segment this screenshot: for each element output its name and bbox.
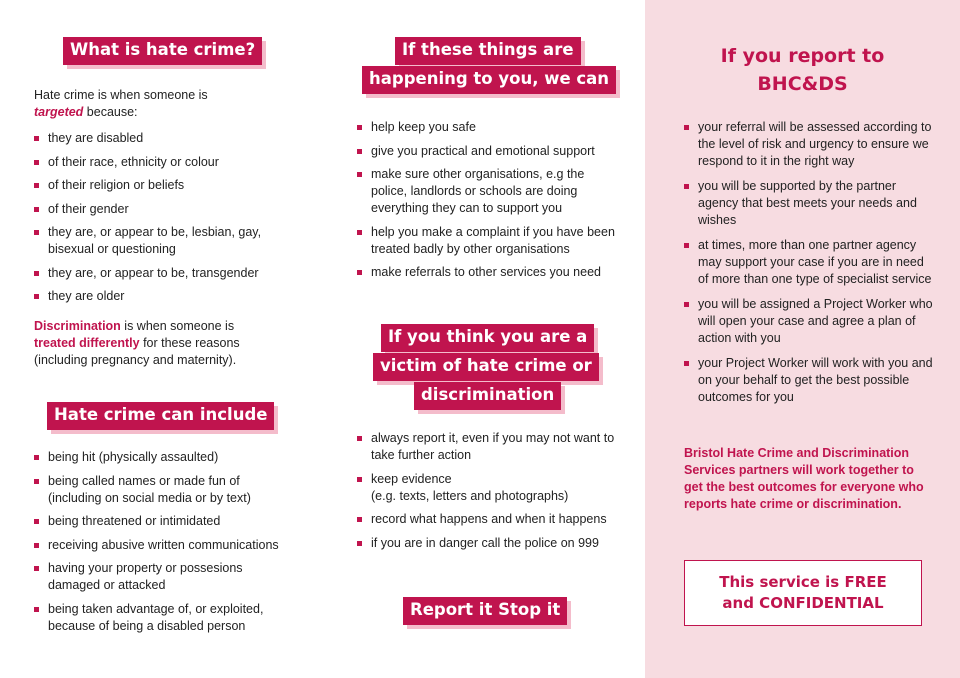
bullet-square-icon: [684, 302, 689, 307]
list-item: they are older: [34, 288, 274, 305]
list-item: help keep you safe: [357, 119, 619, 136]
free-line1: This service is FREE: [719, 573, 887, 591]
if-these-things-heading-line1: If these things are: [395, 37, 581, 65]
list-item: at times, more than one partner agency may support your case if you are in need of more than one type of specialist service: [684, 237, 934, 288]
hate-crime-definition: [34, 87, 264, 121]
victim-advice-list: [357, 430, 619, 558]
bullet-square-icon: [357, 436, 362, 441]
victim-heading-line3: discrimination: [414, 382, 561, 410]
list-item: receiving abusive written communications: [34, 537, 294, 554]
list-item: being called names or made fun of (including on social media or by text): [34, 473, 294, 507]
list-item: record what happens and when it happens: [357, 511, 619, 528]
reasons-list: [34, 130, 274, 312]
bullet-square-icon: [684, 361, 689, 366]
bullet-square-icon: [357, 541, 362, 546]
help-list: [357, 119, 619, 288]
list-item: your referral will be assessed according to the level of risk and urgency to ensure we respond to it in the right way: [684, 119, 934, 170]
bullet-square-icon: [684, 243, 689, 248]
list-item: you will be assigned a Project Worker who will open your case and agree a plan of action with you: [684, 296, 934, 347]
bullet-square-icon: [357, 270, 362, 275]
list-item: if you are in danger call the police on 999: [357, 535, 619, 552]
bullet-square-icon: [34, 183, 39, 188]
list-item: make referrals to other services you need: [357, 264, 619, 281]
treated-differently-emphasis: treated differently: [34, 336, 140, 350]
list-item: your Project Worker will work with you and on your behalf to get the best possible outcomes for you: [684, 355, 934, 406]
title-line1: If you report to: [720, 45, 885, 67]
bullet-square-icon: [34, 479, 39, 484]
report-it-stop-it-slogan: Report it Stop it: [403, 597, 567, 625]
bullet-square-icon: [357, 477, 362, 482]
victim-heading-line1: If you think you are a: [381, 324, 594, 352]
list-item: of their race, ethnicity or colour: [34, 154, 274, 171]
bullet-square-icon: [357, 125, 362, 130]
partners-statement: Bristol Hate Crime and Discrimination Services partners will work together to get the best outcomes for everyone who reports hate crime or discrimination.: [684, 446, 924, 511]
list-item: always report it, even if you may not want to take further action: [357, 430, 619, 464]
list-item: they are disabled: [34, 130, 274, 147]
discrimination-tail: for these reasons (including pregnancy and maternity).: [34, 336, 240, 367]
list-item: being hit (physically assaulted): [34, 449, 294, 466]
examples-list: [34, 449, 294, 641]
list-item: being threatened or intimidated: [34, 513, 294, 530]
discrimination-term: Discrimination: [34, 319, 121, 333]
bullet-square-icon: [357, 517, 362, 522]
bullet-square-icon: [357, 149, 362, 154]
bullet-square-icon: [684, 125, 689, 130]
bullet-square-icon: [34, 519, 39, 524]
list-item: keep evidence (e.g. texts, letters and photographs): [357, 471, 619, 505]
definition-lead: Hate crime is when someone is: [34, 88, 208, 102]
hate-crime-can-include-heading: Hate crime can include: [47, 402, 274, 430]
targeted-emphasis: targeted: [34, 105, 84, 119]
discrimination-definition: [34, 318, 279, 369]
list-item: having your property or possesions damaged or attacked: [34, 560, 294, 594]
bullet-square-icon: [34, 543, 39, 548]
list-item: you will be supported by the partner agency that best meets your needs and wishes: [684, 178, 934, 229]
free-confidential-box: [684, 560, 922, 626]
bullet-square-icon: [34, 294, 39, 299]
title-line2: BHC&DS: [757, 73, 848, 95]
report-to-bhcds-title: [645, 42, 960, 98]
bullet-square-icon: [34, 607, 39, 612]
victim-heading-line2: victim of hate crime or: [373, 353, 599, 381]
bullet-square-icon: [34, 136, 39, 141]
bullet-square-icon: [684, 184, 689, 189]
definition-tail: because:: [83, 105, 138, 119]
list-item: they are, or appear to be, transgender: [34, 265, 274, 282]
bullet-square-icon: [34, 455, 39, 460]
bullet-square-icon: [34, 566, 39, 571]
bullet-square-icon: [34, 160, 39, 165]
list-item: give you practical and emotional support: [357, 143, 619, 160]
list-item: of their religion or beliefs: [34, 177, 274, 194]
bullet-square-icon: [34, 271, 39, 276]
free-line2: and CONFIDENTIAL: [722, 594, 884, 612]
bullet-square-icon: [34, 207, 39, 212]
bullet-square-icon: [34, 230, 39, 235]
list-item: of their gender: [34, 201, 274, 218]
if-these-things-heading-line2: happening to you, we can: [362, 66, 616, 94]
outcomes-list: [684, 119, 934, 414]
list-item: help you make a complaint if you have been treated badly by other organisations: [357, 224, 619, 258]
list-item: being taken advantage of, or exploited, because of being a disabled person: [34, 601, 294, 635]
what-is-hate-crime-heading: What is hate crime?: [63, 37, 262, 65]
list-item: make sure other organisations, e.g the police, landlords or schools are doing everything they can to support you: [357, 166, 619, 217]
discrimination-mid: is when someone is: [120, 319, 235, 333]
list-item: they are, or appear to be, lesbian, gay, bisexual or questioning: [34, 224, 274, 258]
bullet-square-icon: [357, 172, 362, 177]
bullet-square-icon: [357, 230, 362, 235]
